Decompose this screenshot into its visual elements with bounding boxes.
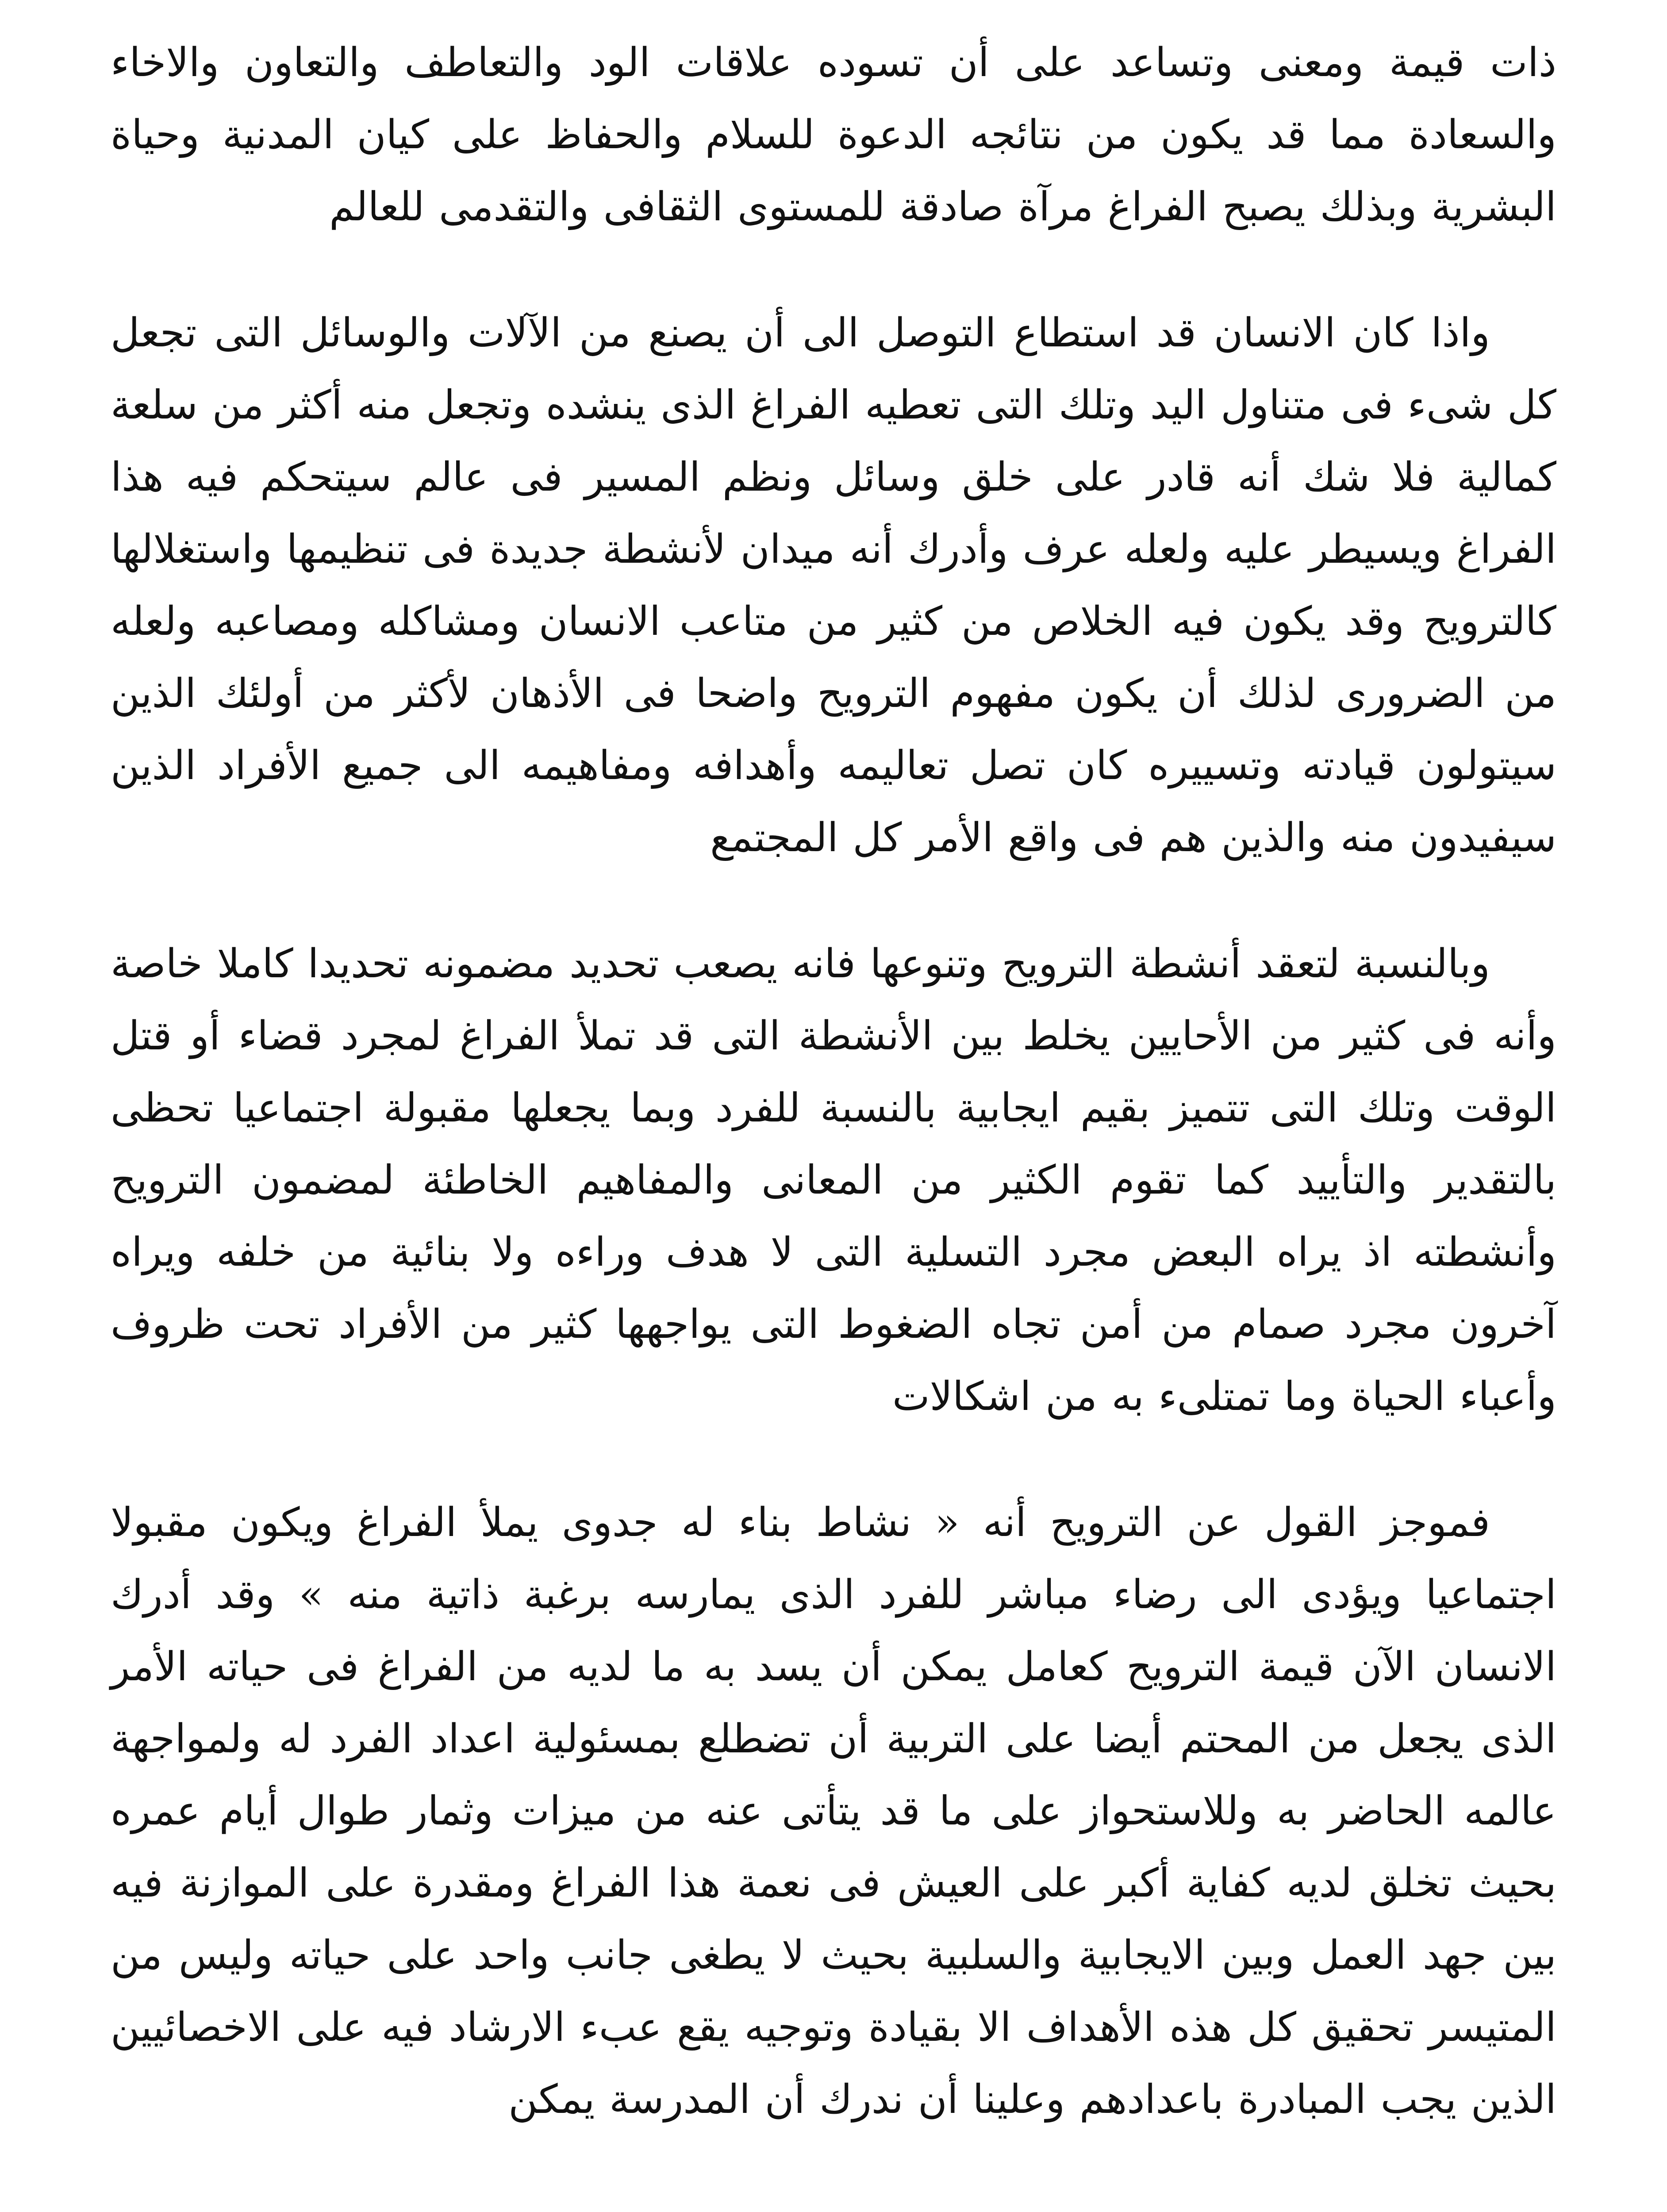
paragraph-1: ذات قيمة ومعنى وتساعد على أن تسوده علاقات الود والتعاطف والتعاون والاخاء والسعادة مما قد يكون من نتائجه الدعوة للسلام والحفاظ على كيان المدنية وحياة البشرية وبذلك يصبح الفراغ مرآة صادقة للمستوى الثقافى والتقدمى للعالم (111, 39, 1556, 230)
body-text (111, 27, 1556, 2189)
paragraph-4: فموجز القول عن الترويح أنه « نشاط بناء له جدوى يملأ الفراغ ويكون مقبولا اجتماعيا ويؤدى الى رضاء مباشر للفرد الذى يمارسه برغبة ذاتية منه » وقد أدرك الانسان الآن قيمة الترويح كعامل يمكن أن يسد به ما لديه من الفراغ فى حياته الأمر الذى يجعل من المحتم أيضا على التربية أن تضطلع بمسئولية اعداد الفرد له ولمواجهة عالمه الحاضر به وللاستحواز على ما قد يتأتى عنه من ميزات وثمار طوال أيام عمره بحيث تخلق لديه كفاية أكبر على العيش فى نعمة هذا الفراغ ومقدرة على الموازنة فيه بين جهد العمل وبين الايجابية والسلبية بحيث لا يطغى جانب واحد على حياته وليس من المتيسر تحقيق كل هذه الأهداف الا بقيادة وتوجيه يقع عبء الارشاد فيه على الاخصائيين الذين يجب المبادرة باعدادهم وعلينا أن ندرك أن المدرسة يمكن (111, 1499, 1556, 2123)
paragraph-2: واذا كان الانسان قد استطاع التوصل الى أن يصنع من الآلات والوسائل التى تجعل كل شىء فى متناول اليد وتلك التى تعطيه الفراغ الذى ينشده وتجعل منه أكثر من سلعة كمالية فلا شك أنه قادر على خلق وسائل ونظم المسير فى عالم سيتحكم فيه هذا الفراغ ويسيطر عليه ولعله عرف وأدرك أنه ميدان لأنشطة جديدة فى تنظيمها واستغلالها كالترويح وقد يكون فيه الخلاص من كثير من متاعب الانسان ومشاكله ومصاعبه ولعله من الضرورى لذلك أن يكون مفهوم الترويح واضحا فى الأذهان لأكثر من أولئك الذين سيتولون قيادته وتسييره كان تصل تعاليمه وأهدافه ومفاهيمه الى جميع الأفراد الذين سيفيدون منه والذين هم فى واقع الأمر كل المجتمع (111, 310, 1556, 861)
paragraph-3: وبالنسبة لتعقد أنشطة الترويح وتنوعها فانه يصعب تحديد مضمونه تحديدا كاملا خاصة وأنه فى كثير من الأحايين يخلط بين الأنشطة التى قد تملأ الفراغ لمجرد قضاء أو قتل الوقت وتلك التى تتميز بقيم ايجابية بالنسبة للفرد وبما يجعلها مقبولة اجتماعيا تحظى بالتقدير والتأييد كما تقوم الكثير من المعانى والمفاهيم الخاطئة لمضمون الترويح وأنشطته اذ يراه البعض مجرد التسلية التى لا هدف وراءه ولا بنائية من خلفه ويراه آخرون مجرد صمام من أمن تجاه الضغوط التى يواجهها كثير من الأفراد تحت ظروف وأعباء الحياة وما تمتلىء به من اشكالات (111, 941, 1556, 1420)
